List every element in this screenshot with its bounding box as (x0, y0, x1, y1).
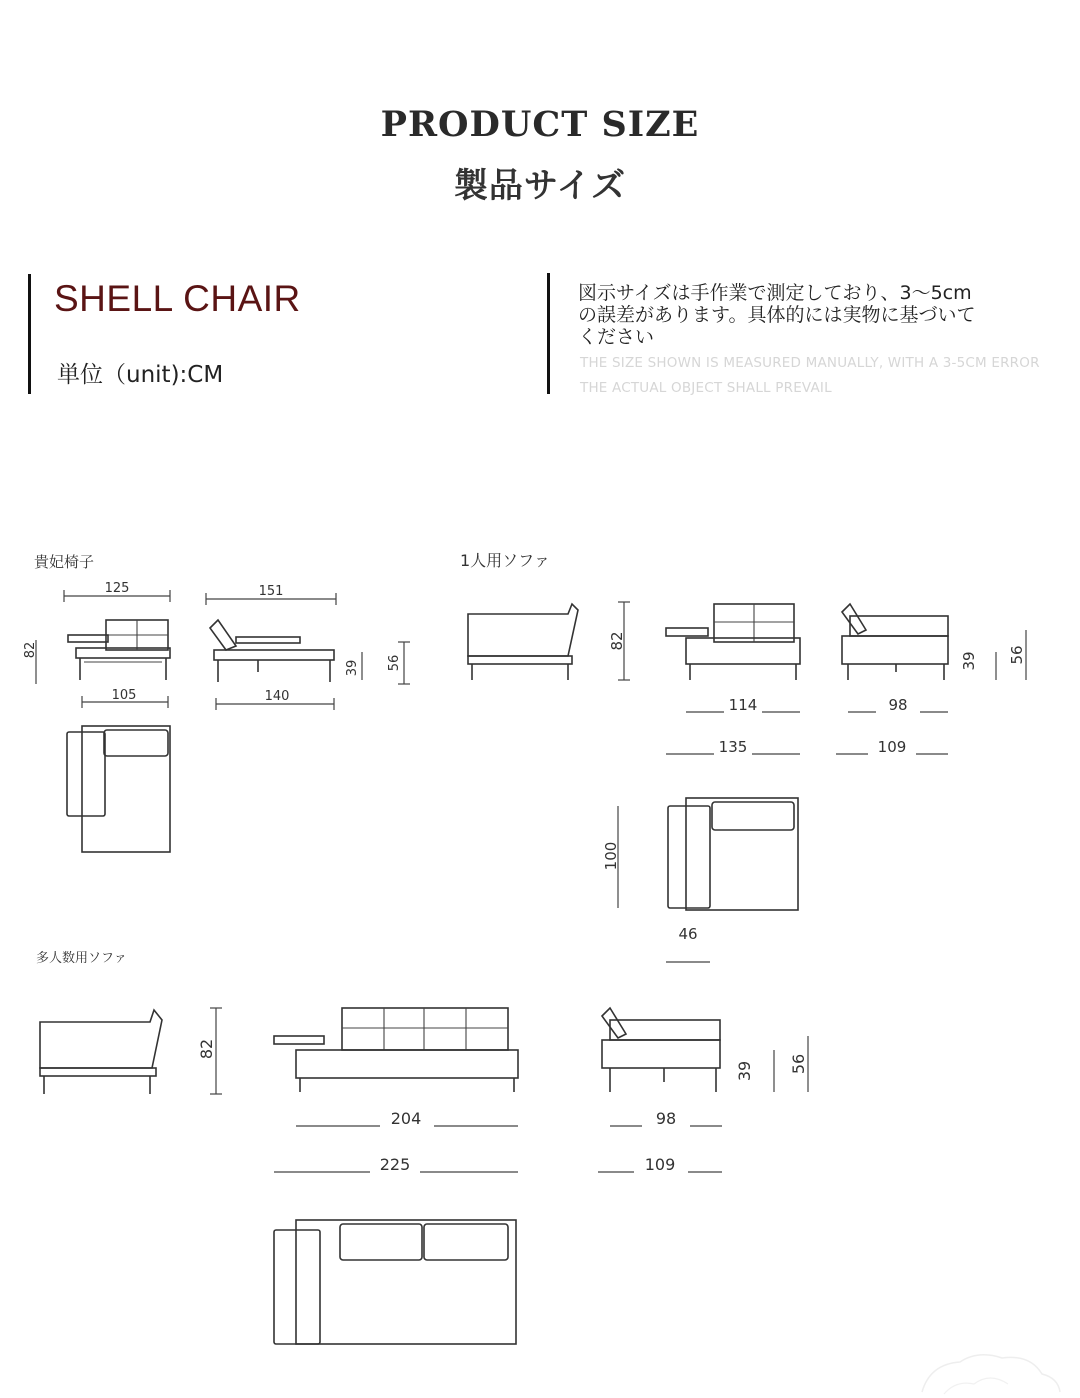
dim-single-seat-depth: 98 (888, 696, 908, 714)
multi-sofa-plan-view (274, 1220, 516, 1344)
dim-single-outer-width: 135 (718, 738, 748, 756)
dim-multi-outer-width: 225 (379, 1155, 411, 1174)
chaise-front-view (36, 590, 170, 708)
multi-sofa-front-view (274, 1008, 518, 1172)
page-title: PRODUCT SIZE (380, 104, 700, 145)
single-sofa-depth-view (836, 604, 1026, 754)
measurement-note: 図示サイズは手作業で測定しており、3〜5cmの誤差があります。具体的には実物に基づいてください (578, 282, 976, 348)
dim-chaise-arm-height: 56 (387, 654, 402, 672)
dim-multi-total-depth: 109 (644, 1155, 676, 1174)
chaise-side-view (206, 593, 410, 710)
dim-single-inner-width: 114 (728, 696, 758, 714)
dim-single-total-depth: 109 (877, 738, 907, 756)
dim-multi-height: 82 (197, 1038, 216, 1060)
dim-single-side-table: 46 (678, 925, 698, 943)
dim-multi-seat-height: 39 (735, 1060, 754, 1082)
page-subtitle: 製品サイズ (453, 166, 627, 206)
dim-chaise-height: 82 (23, 641, 38, 659)
measurement-note-en-2: THE ACTUAL OBJECT SHALL PREVAIL (580, 380, 832, 396)
product-name: SHELL CHAIR (54, 278, 301, 319)
section-label-multi-sofa: 多人数用ソファ (36, 951, 127, 966)
measurement-note-en: THE SIZE SHOWN IS MEASURED MANUALLY, WITH A 3-5CM ERROR (580, 355, 1040, 371)
single-sofa-side-view (468, 602, 630, 680)
dim-chaise-seat-height: 39 (345, 659, 360, 677)
dim-multi-seat-depth: 98 (655, 1109, 677, 1128)
single-sofa-front-view (666, 604, 800, 754)
dim-chaise-depth-bottom: 140 (264, 689, 290, 704)
dim-multi-arm-height: 56 (789, 1053, 808, 1075)
dim-chaise-bottom-width: 105 (111, 688, 137, 703)
dim-chaise-depth-top: 151 (258, 584, 284, 599)
section-label-single-sofa: 1人用ソファ (460, 551, 550, 570)
unit-label: 単位（unit):CM (57, 362, 224, 388)
dim-chaise-top-width: 125 (104, 581, 130, 596)
section-label-chaise: 貴妃椅子 (34, 553, 95, 571)
chaise-plan-view (67, 726, 170, 852)
cloud-watermark-icon (922, 1355, 1060, 1394)
dim-single-seat-height: 39 (960, 651, 978, 671)
multi-sofa-depth-view (598, 1008, 808, 1172)
multi-sofa-side-view (40, 1008, 222, 1094)
dim-single-arm-height: 56 (1008, 645, 1026, 665)
dim-single-plan-depth: 100 (602, 841, 620, 871)
dim-multi-inner-width: 204 (390, 1109, 422, 1128)
single-sofa-plan-view (618, 798, 798, 962)
dim-single-height: 82 (608, 631, 626, 651)
